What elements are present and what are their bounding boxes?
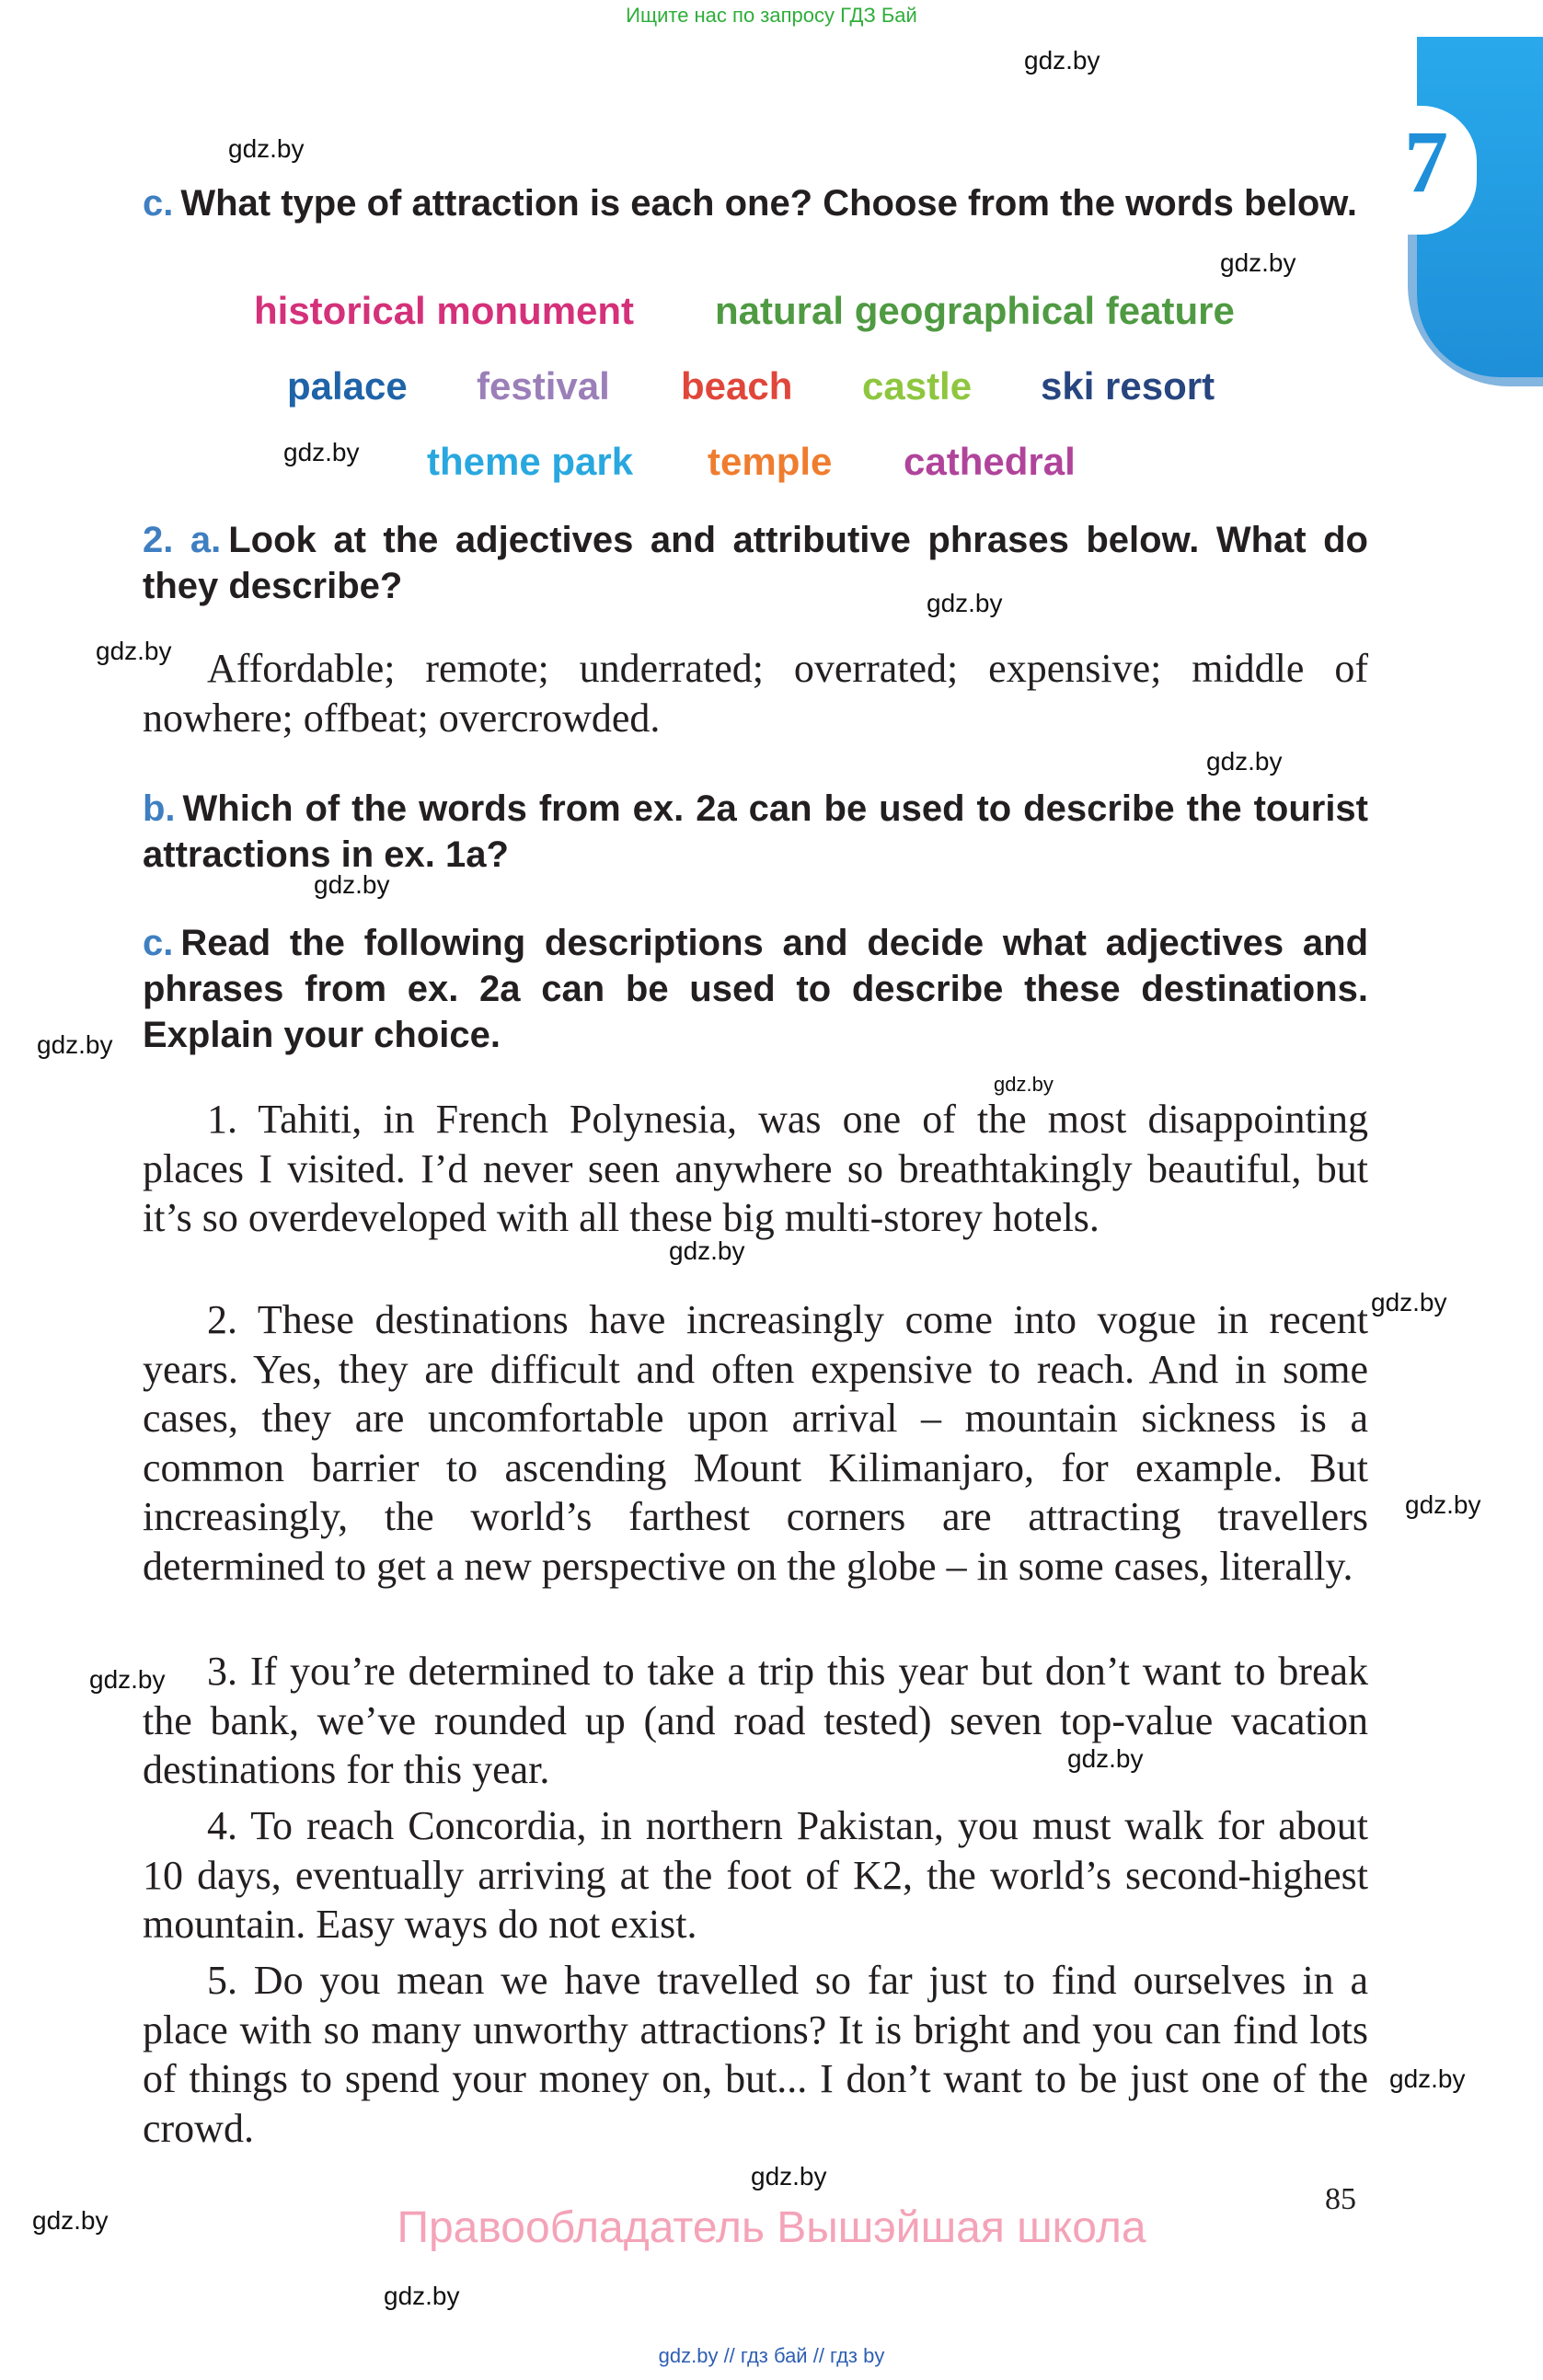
word-theme-park: theme park [427,440,634,483]
watermark: gdz.by [283,438,360,466]
task-2c-text: Read the following descriptions and decide what adjectives and phrases from ex. 2a can be used to describe these destinations. Explain your choice. [143,923,1368,1055]
top-search-note: Ищите нас по запросу ГДЗ Бай [626,4,917,27]
task-2c-label: c. [143,923,174,963]
task-2b-text: Which of the words from ex. 2a can be used to describe the tourist attractions in ex. 1a? [143,788,1368,875]
watermark: gdz.by [384,2282,460,2310]
task-1c [143,180,1368,226]
task-2b [143,786,1368,878]
word-castle: castle [862,364,973,408]
word-temple: temple [708,440,833,483]
word-cathedral: cathedral [904,440,1076,483]
task-2a-text: Look at the adjectives and attributive phrases below. What do they describe? [143,520,1368,606]
word-beach: beach [681,364,793,408]
watermark: gdz.by [1220,248,1296,277]
description-4: 4. To reach Concordia, in northern Pakistan, you must walk for about 10 days, eventually arriving at the foot of K2, the world’s second-highest mountain. Easy ways do not exist. [143,1803,1368,1947]
watermark: gdz.by [1389,2064,1466,2093]
watermark: gdz.by [89,1665,166,1694]
word-festival: festival [477,364,610,408]
description-1: 1. Tahiti, in French Polynesia, was one of the most disappointing places I visited. I’d never seen anywhere so breathtakingly beautiful, but it’s so overdeveloped with all these big multi-storey hotels. [143,1097,1368,1240]
bottom-links[interactable]: gdz.by // гдз бай // гдз by [658,2344,885,2367]
watermark: gdz.by [1371,1288,1447,1316]
watermark: gdz.by [1405,1490,1481,1519]
watermark: gdz.by [994,1073,1054,1096]
unit-number: 7 [1404,112,1448,211]
task-1c-text: What type of attraction is each one? Choose from the words below. [180,183,1358,224]
watermark: gdz.by [751,2162,827,2190]
watermark: gdz.by [32,2206,109,2235]
task-1c-label: c. [143,183,174,224]
task-2a-label: 2. a. [143,520,222,560]
rights-holder: Правообладатель Вышэйшая школа [397,2203,1146,2252]
watermark: gdz.by [927,589,1003,617]
task-2b-label: b. [143,788,176,829]
word-palace: palace [287,364,408,408]
description-3: 3. If you’re determined to take a trip this year but don’t want to break the bank, we’ve rounded up (and road tested) seven top-value vacation destinations for this year. [143,1649,1368,1792]
word-historical-monument: historical monument [254,289,635,332]
description-2: 2. These destinations have increasingly come into vogue in recent years. Yes, they are difficult and often expensive to reach. And in some cases, they are uncomfortable upon arrival – mountain sickness is a common barrier to ascending Mount Kilimanjaro, for example. But increasingly, the world’s farthest corners are attracting travellers determined to get a new perspective on the globe – in some cases, literally. [143,1297,1368,1589]
description-5: 5. Do you mean we have travelled so far just to find ourselves in a place with so many unworthy attractions? It is bright and you can find lots of things to spend your money on, but... I don’t want to be just one of the crowd. [143,1958,1368,2151]
watermark: gdz.by [1067,1744,1144,1773]
watermark: gdz.by [1206,747,1283,776]
task-2a [143,517,1368,609]
watermark: gdz.by [96,637,172,665]
word-ski-resort: ski resort [1041,364,1215,408]
watermark: gdz.by [1024,46,1100,75]
task-2c [143,920,1368,1058]
adjective-list: Affordable; remote; underrated; overrated; expensive; middle of nowhere; offbeat; overcrowded. [143,646,1368,741]
watermark: gdz.by [669,1236,745,1265]
word-natural-geographical-feature: natural geographical feature [715,289,1235,332]
watermark: gdz.by [37,1030,113,1059]
watermark: gdz.by [314,870,390,899]
watermark: gdz.by [228,134,305,163]
page-number: 85 [1325,2182,1356,2216]
